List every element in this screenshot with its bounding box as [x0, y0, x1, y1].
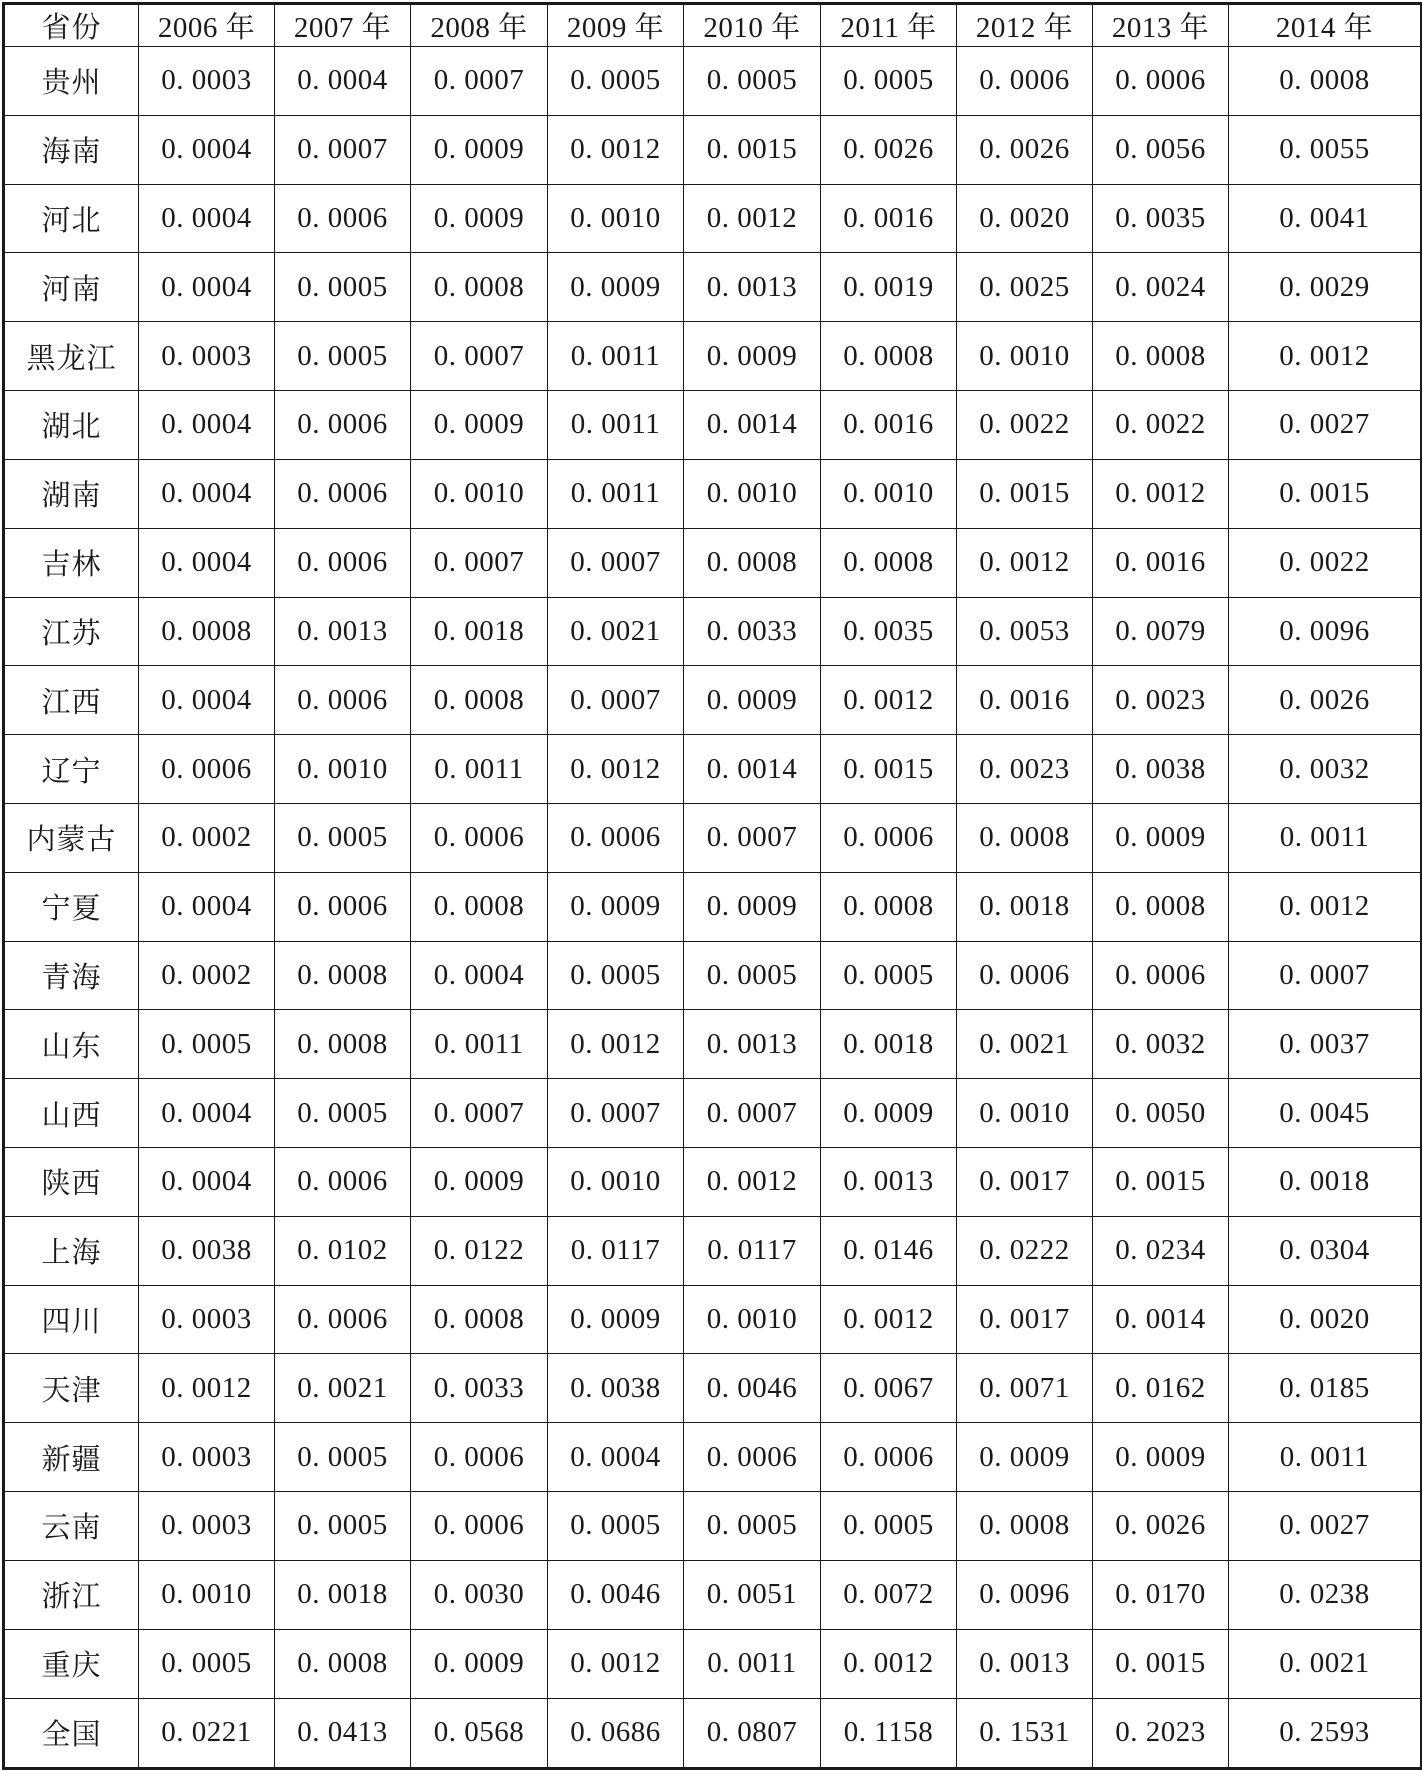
value-cell: 0. 0022 [1093, 391, 1229, 460]
value-cell: 0. 0012 [1229, 322, 1422, 391]
value-cell: 0. 0004 [275, 47, 411, 116]
value-cell: 0. 0011 [684, 1629, 821, 1698]
value-cell: 0. 0007 [548, 1079, 684, 1148]
value-cell: 0. 0005 [684, 47, 821, 116]
value-cell: 0. 0016 [821, 184, 957, 253]
value-cell: 0. 0005 [139, 1629, 275, 1698]
value-cell: 0. 0038 [1093, 735, 1229, 804]
value-cell: 0. 0009 [411, 1629, 548, 1698]
value-cell: 0. 0007 [411, 47, 548, 116]
table-row [4, 872, 1422, 941]
value-cell: 0. 0004 [139, 184, 275, 253]
value-cell: 0. 0146 [821, 1216, 957, 1285]
value-cell: 0. 0033 [411, 1354, 548, 1423]
province-name-cell: 吉林 [4, 528, 139, 597]
value-cell: 0. 0006 [821, 1423, 957, 1492]
value-cell: 0. 0016 [1093, 528, 1229, 597]
table-row [4, 115, 1422, 184]
value-cell: 0. 0016 [821, 391, 957, 460]
value-cell: 0. 0006 [1093, 941, 1229, 1010]
value-cell: 0. 0002 [139, 803, 275, 872]
value-cell: 0. 0011 [548, 459, 684, 528]
value-cell: 0. 0096 [1229, 597, 1422, 666]
value-cell: 0. 0004 [139, 666, 275, 735]
value-cell: 0. 0008 [411, 253, 548, 322]
province-name-cell: 江苏 [4, 597, 139, 666]
value-cell: 0. 0008 [1093, 872, 1229, 941]
table-row [4, 1560, 1422, 1629]
table-row [4, 597, 1422, 666]
value-cell: 0. 0018 [957, 872, 1093, 941]
value-cell: 0. 0021 [1229, 1629, 1422, 1698]
table-row [4, 666, 1422, 735]
table-row [4, 1698, 1422, 1769]
value-cell: 0. 0008 [1229, 47, 1422, 116]
value-cell: 0. 0413 [275, 1698, 411, 1769]
province-name-cell: 宁夏 [4, 872, 139, 941]
column-header-year: 2006 年 [139, 4, 275, 47]
value-cell: 0. 0016 [957, 666, 1093, 735]
value-cell: 0. 0005 [275, 253, 411, 322]
value-cell: 0. 0006 [275, 666, 411, 735]
value-cell: 0. 0010 [821, 459, 957, 528]
value-cell: 0. 0007 [411, 1079, 548, 1148]
value-cell: 0. 0008 [821, 528, 957, 597]
province-name-cell: 山西 [4, 1079, 139, 1148]
value-cell: 0. 0056 [1093, 115, 1229, 184]
value-cell: 0. 0006 [411, 1423, 548, 1492]
value-cell: 0. 0007 [1229, 941, 1422, 1010]
value-cell: 0. 0012 [684, 184, 821, 253]
value-cell: 0. 0005 [275, 322, 411, 391]
value-cell: 0. 0008 [139, 597, 275, 666]
value-cell: 0. 0222 [957, 1216, 1093, 1285]
column-header-year: 2009 年 [548, 4, 684, 47]
value-cell: 0. 0030 [411, 1560, 548, 1629]
value-cell: 0. 0011 [1229, 1423, 1422, 1492]
value-cell: 0. 0009 [411, 115, 548, 184]
value-cell: 0. 0012 [548, 1629, 684, 1698]
value-cell: 0. 0006 [275, 184, 411, 253]
value-cell: 0. 0011 [548, 391, 684, 460]
province-data-table [2, 2, 1422, 1770]
value-cell: 0. 0045 [1229, 1079, 1422, 1148]
value-cell: 0. 0009 [684, 666, 821, 735]
table-row [4, 735, 1422, 804]
table-row [4, 1079, 1422, 1148]
value-cell: 0. 0003 [139, 47, 275, 116]
value-cell: 0. 0010 [684, 1285, 821, 1354]
province-name-cell: 重庆 [4, 1629, 139, 1698]
value-cell: 0. 0038 [548, 1354, 684, 1423]
value-cell: 0. 0006 [275, 528, 411, 597]
province-name-cell: 四川 [4, 1285, 139, 1354]
value-cell: 0. 0007 [684, 1079, 821, 1148]
province-name-cell: 江西 [4, 666, 139, 735]
value-cell: 0. 0015 [957, 459, 1093, 528]
value-cell: 0. 0009 [411, 391, 548, 460]
value-cell: 0. 0007 [411, 322, 548, 391]
value-cell: 0. 0006 [957, 47, 1093, 116]
value-cell: 0. 0022 [957, 391, 1093, 460]
value-cell: 0. 0009 [1093, 803, 1229, 872]
province-name-cell: 海南 [4, 115, 139, 184]
province-name-cell: 云南 [4, 1492, 139, 1561]
value-cell: 0. 0122 [411, 1216, 548, 1285]
value-cell: 0. 0008 [957, 803, 1093, 872]
value-cell: 0. 0013 [684, 253, 821, 322]
value-cell: 0. 0010 [957, 322, 1093, 391]
value-cell: 0. 0012 [684, 1148, 821, 1217]
value-cell: 0. 0005 [548, 47, 684, 116]
value-cell: 0. 0026 [1093, 1492, 1229, 1561]
value-cell: 0. 0005 [684, 1492, 821, 1561]
value-cell: 0. 0011 [548, 322, 684, 391]
value-cell: 0. 2023 [1093, 1698, 1229, 1769]
value-cell: 0. 0020 [1229, 1285, 1422, 1354]
value-cell: 0. 0004 [139, 1148, 275, 1217]
value-cell: 0. 0010 [548, 1148, 684, 1217]
value-cell: 0. 0005 [275, 1079, 411, 1148]
value-cell: 0. 0807 [684, 1698, 821, 1769]
value-cell: 0. 0005 [821, 941, 957, 1010]
value-cell: 0. 0008 [1093, 322, 1229, 391]
value-cell: 0. 0008 [957, 1492, 1093, 1561]
value-cell: 0. 0005 [275, 803, 411, 872]
table-header-row [4, 4, 1422, 47]
province-name-cell: 贵州 [4, 47, 139, 116]
value-cell: 0. 0018 [821, 1010, 957, 1079]
value-cell: 0. 0005 [821, 1492, 957, 1561]
value-cell: 0. 0009 [411, 184, 548, 253]
value-cell: 0. 0010 [139, 1560, 275, 1629]
value-cell: 0. 0004 [548, 1423, 684, 1492]
value-cell: 0. 0003 [139, 1492, 275, 1561]
value-cell: 0. 0234 [1093, 1216, 1229, 1285]
value-cell: 0. 0008 [411, 1285, 548, 1354]
value-cell: 0. 0012 [548, 1010, 684, 1079]
value-cell: 0. 0007 [275, 115, 411, 184]
value-cell: 0. 2593 [1229, 1698, 1422, 1769]
table-row [4, 1148, 1422, 1217]
value-cell: 0. 0010 [957, 1079, 1093, 1148]
value-cell: 0. 0013 [821, 1148, 957, 1217]
table-row [4, 391, 1422, 460]
table-row [4, 1010, 1422, 1079]
value-cell: 0. 0686 [548, 1698, 684, 1769]
value-cell: 0. 0012 [1229, 872, 1422, 941]
value-cell: 0. 0015 [1229, 459, 1422, 528]
value-cell: 0. 0037 [1229, 1010, 1422, 1079]
table-row [4, 459, 1422, 528]
table-row [4, 1629, 1422, 1698]
value-cell: 0. 0008 [821, 322, 957, 391]
value-cell: 0. 0035 [1093, 184, 1229, 253]
value-cell: 0. 0020 [957, 184, 1093, 253]
province-name-cell: 湖北 [4, 391, 139, 460]
value-cell: 0. 0032 [1093, 1010, 1229, 1079]
value-cell: 0. 0012 [957, 528, 1093, 597]
value-cell: 0. 0006 [548, 803, 684, 872]
value-cell: 0. 0008 [411, 872, 548, 941]
province-name-cell: 辽宁 [4, 735, 139, 804]
value-cell: 0. 0006 [275, 459, 411, 528]
value-cell: 0. 0010 [684, 459, 821, 528]
value-cell: 0. 0117 [548, 1216, 684, 1285]
value-cell: 0. 0012 [548, 735, 684, 804]
value-cell: 0. 0006 [275, 872, 411, 941]
value-cell: 0. 1158 [821, 1698, 957, 1769]
value-cell: 0. 0024 [1093, 253, 1229, 322]
value-cell: 0. 0117 [684, 1216, 821, 1285]
value-cell: 0. 0021 [275, 1354, 411, 1423]
value-cell: 0. 0071 [957, 1354, 1093, 1423]
value-cell: 0. 0009 [684, 322, 821, 391]
table-row [4, 1216, 1422, 1285]
value-cell: 0. 0006 [275, 1148, 411, 1217]
value-cell: 0. 0015 [821, 735, 957, 804]
value-cell: 0. 0018 [1229, 1148, 1422, 1217]
value-cell: 0. 0072 [821, 1560, 957, 1629]
value-cell: 0. 0568 [411, 1698, 548, 1769]
value-cell: 0. 0185 [1229, 1354, 1422, 1423]
province-name-cell: 青海 [4, 941, 139, 1010]
column-header-province: 省份 [4, 4, 139, 47]
value-cell: 0. 0023 [957, 735, 1093, 804]
value-cell: 0. 0004 [139, 115, 275, 184]
value-cell: 0. 0050 [1093, 1079, 1229, 1148]
value-cell: 0. 0041 [1229, 184, 1422, 253]
value-cell: 0. 0023 [1093, 666, 1229, 735]
table-row [4, 1285, 1422, 1354]
value-cell: 0. 0003 [139, 1423, 275, 1492]
province-name-cell: 黑龙江 [4, 322, 139, 391]
value-cell: 0. 0022 [1229, 528, 1422, 597]
province-name-cell: 陕西 [4, 1148, 139, 1217]
value-cell: 0. 0026 [821, 115, 957, 184]
value-cell: 0. 0006 [684, 1423, 821, 1492]
value-cell: 0. 0008 [684, 528, 821, 597]
value-cell: 0. 0029 [1229, 253, 1422, 322]
value-cell: 0. 0011 [411, 735, 548, 804]
province-name-cell: 河南 [4, 253, 139, 322]
value-cell: 0. 0035 [821, 597, 957, 666]
table-row [4, 1492, 1422, 1561]
value-cell: 0. 0018 [411, 597, 548, 666]
value-cell: 0. 0170 [1093, 1560, 1229, 1629]
province-name-cell: 天津 [4, 1354, 139, 1423]
value-cell: 0. 0053 [957, 597, 1093, 666]
value-cell: 0. 0009 [548, 253, 684, 322]
value-cell: 0. 0006 [411, 803, 548, 872]
table-row [4, 184, 1422, 253]
value-cell: 0. 0002 [139, 941, 275, 1010]
value-cell: 0. 0017 [957, 1148, 1093, 1217]
value-cell: 0. 0021 [957, 1010, 1093, 1079]
value-cell: 0. 0008 [275, 1629, 411, 1698]
value-cell: 0. 0010 [411, 459, 548, 528]
value-cell: 0. 0006 [275, 391, 411, 460]
value-cell: 0. 0011 [411, 1010, 548, 1079]
table-row [4, 47, 1422, 116]
province-name-cell: 全国 [4, 1698, 139, 1769]
value-cell: 0. 0006 [275, 1285, 411, 1354]
value-cell: 0. 0004 [139, 391, 275, 460]
value-cell: 0. 0003 [139, 1285, 275, 1354]
value-cell: 0. 0005 [275, 1423, 411, 1492]
value-cell: 0. 0038 [139, 1216, 275, 1285]
value-cell: 0. 0051 [684, 1560, 821, 1629]
value-cell: 0. 0006 [1093, 47, 1229, 116]
value-cell: 0. 0010 [548, 184, 684, 253]
value-cell: 0. 0006 [139, 735, 275, 804]
value-cell: 0. 0015 [1093, 1629, 1229, 1698]
value-cell: 0. 0012 [821, 1629, 957, 1698]
value-cell: 0. 0046 [548, 1560, 684, 1629]
value-cell: 0. 0005 [821, 47, 957, 116]
value-cell: 0. 0004 [139, 872, 275, 941]
value-cell: 0. 0009 [411, 1148, 548, 1217]
value-cell: 0. 0027 [1229, 391, 1422, 460]
value-cell: 0. 0079 [1093, 597, 1229, 666]
value-cell: 0. 0015 [1093, 1148, 1229, 1217]
column-header-year: 2014 年 [1229, 4, 1422, 47]
value-cell: 0. 0032 [1229, 735, 1422, 804]
value-cell: 0. 0019 [821, 253, 957, 322]
province-name-cell: 新疆 [4, 1423, 139, 1492]
province-name-cell: 内蒙古 [4, 803, 139, 872]
value-cell: 0. 0018 [275, 1560, 411, 1629]
value-cell: 0. 0013 [957, 1629, 1093, 1698]
value-cell: 0. 0238 [1229, 1560, 1422, 1629]
column-header-year: 2010 年 [684, 4, 821, 47]
value-cell: 0. 0004 [139, 1079, 275, 1148]
value-cell: 0. 0008 [275, 941, 411, 1010]
province-name-cell: 浙江 [4, 1560, 139, 1629]
value-cell: 0. 0013 [275, 597, 411, 666]
value-cell: 0. 0012 [821, 1285, 957, 1354]
value-cell: 0. 0304 [1229, 1216, 1422, 1285]
value-cell: 0. 0007 [548, 528, 684, 597]
table-row [4, 528, 1422, 597]
value-cell: 0. 0003 [139, 322, 275, 391]
table-row [4, 1423, 1422, 1492]
province-name-cell: 湖南 [4, 459, 139, 528]
column-header-year: 2011 年 [821, 4, 957, 47]
value-cell: 0. 0008 [411, 666, 548, 735]
value-cell: 0. 0005 [548, 941, 684, 1010]
value-cell: 0. 0005 [139, 1010, 275, 1079]
column-header-year: 2008 年 [411, 4, 548, 47]
value-cell: 0. 0014 [1093, 1285, 1229, 1354]
value-cell: 0. 0013 [684, 1010, 821, 1079]
table-row [4, 322, 1422, 391]
value-cell: 0. 0012 [1093, 459, 1229, 528]
table-row [4, 1354, 1422, 1423]
value-cell: 0. 0008 [821, 872, 957, 941]
value-cell: 0. 1531 [957, 1698, 1093, 1769]
value-cell: 0. 0005 [684, 941, 821, 1010]
value-cell: 0. 0012 [821, 666, 957, 735]
value-cell: 0. 0067 [821, 1354, 957, 1423]
column-header-year: 2007 年 [275, 4, 411, 47]
table-body [4, 47, 1422, 1769]
value-cell: 0. 0096 [957, 1560, 1093, 1629]
value-cell: 0. 0004 [139, 253, 275, 322]
value-cell: 0. 0021 [548, 597, 684, 666]
value-cell: 0. 0014 [684, 735, 821, 804]
province-name-cell: 山东 [4, 1010, 139, 1079]
table-row [4, 253, 1422, 322]
value-cell: 0. 0014 [684, 391, 821, 460]
value-cell: 0. 0026 [1229, 666, 1422, 735]
table-row [4, 803, 1422, 872]
value-cell: 0. 0027 [1229, 1492, 1422, 1561]
value-cell: 0. 0009 [821, 1079, 957, 1148]
value-cell: 0. 0006 [957, 941, 1093, 1010]
value-cell: 0. 0221 [139, 1698, 275, 1769]
value-cell: 0. 0017 [957, 1285, 1093, 1354]
value-cell: 0. 0009 [548, 1285, 684, 1354]
value-cell: 0. 0004 [139, 459, 275, 528]
value-cell: 0. 0007 [684, 803, 821, 872]
value-cell: 0. 0055 [1229, 115, 1422, 184]
value-cell: 0. 0004 [139, 528, 275, 597]
value-cell: 0. 0006 [411, 1492, 548, 1561]
value-cell: 0. 0004 [411, 941, 548, 1010]
province-name-cell: 上海 [4, 1216, 139, 1285]
value-cell: 0. 0006 [821, 803, 957, 872]
value-cell: 0. 0162 [1093, 1354, 1229, 1423]
value-cell: 0. 0010 [275, 735, 411, 804]
value-cell: 0. 0005 [275, 1492, 411, 1561]
column-header-year: 2012 年 [957, 4, 1093, 47]
value-cell: 0. 0009 [1093, 1423, 1229, 1492]
value-cell: 0. 0005 [548, 1492, 684, 1561]
column-header-year: 2013 年 [1093, 4, 1229, 47]
table-row [4, 941, 1422, 1010]
value-cell: 0. 0025 [957, 253, 1093, 322]
value-cell: 0. 0012 [139, 1354, 275, 1423]
province-name-cell: 河北 [4, 184, 139, 253]
value-cell: 0. 0007 [548, 666, 684, 735]
value-cell: 0. 0012 [548, 115, 684, 184]
value-cell: 0. 0008 [275, 1010, 411, 1079]
value-cell: 0. 0009 [684, 872, 821, 941]
value-cell: 0. 0033 [684, 597, 821, 666]
value-cell: 0. 0102 [275, 1216, 411, 1285]
value-cell: 0. 0009 [957, 1423, 1093, 1492]
value-cell: 0. 0026 [957, 115, 1093, 184]
value-cell: 0. 0009 [548, 872, 684, 941]
value-cell: 0. 0015 [684, 115, 821, 184]
value-cell: 0. 0046 [684, 1354, 821, 1423]
value-cell: 0. 0007 [411, 528, 548, 597]
value-cell: 0. 0011 [1229, 803, 1422, 872]
